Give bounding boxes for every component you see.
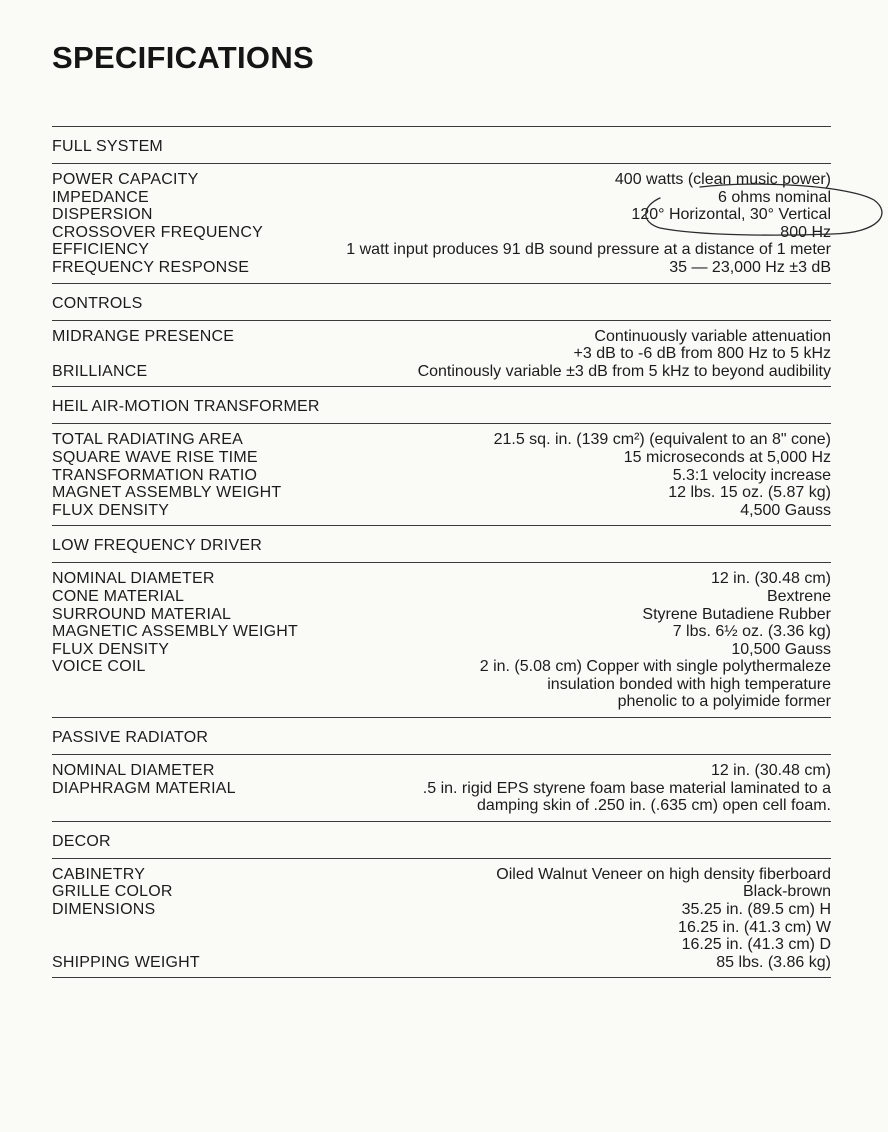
- spec-label: NOMINAL DIAMETER: [52, 570, 215, 588]
- spec-value: [215, 570, 831, 588]
- page-title: SPECIFICATIONS: [52, 40, 314, 75]
- spec-value-line: 15 microseconds at 5,000 Hz: [623, 448, 831, 466]
- spec-rows: [52, 321, 831, 387]
- spec-value: [258, 449, 831, 467]
- spec-row: [52, 780, 831, 815]
- spec-value-line: 2 in. (5.08 cm) Copper with single polythermaleze: [479, 658, 831, 676]
- spec-value-line: 35.25 in. (89.5 cm) H: [681, 901, 831, 919]
- spec-section: [52, 717, 831, 821]
- spec-value-line: 4,500 Gauss: [740, 501, 831, 519]
- spec-row: [52, 901, 831, 954]
- spec-value-line: insulation bonded with high temperature: [547, 675, 831, 693]
- spec-sections: [52, 126, 831, 978]
- spec-rows: [52, 859, 831, 978]
- spec-row: [52, 641, 831, 659]
- spec-label: DIMENSIONS: [52, 901, 156, 919]
- spec-label: SURROUND MATERIAL: [52, 605, 232, 623]
- spec-label: IMPEDANCE: [52, 188, 149, 206]
- spec-value: [145, 866, 831, 884]
- spec-row: [52, 189, 831, 207]
- spec-value: [149, 241, 831, 259]
- spec-value: [215, 762, 831, 780]
- spec-row: [52, 762, 831, 780]
- spec-value: [263, 224, 831, 242]
- section-header: LOW FREQUENCY DRIVER: [52, 526, 831, 563]
- spec-value: [243, 431, 831, 449]
- spec-value-line: 12 lbs. 15 oz. (5.87 kg): [668, 484, 831, 502]
- spec-value: [147, 363, 831, 381]
- spec-row: [52, 588, 831, 606]
- spec-value-line: Oiled Walnut Veneer on high density fiberboard: [496, 865, 831, 883]
- spec-label: CABINETRY: [52, 865, 146, 883]
- spec-rows: [52, 164, 831, 283]
- spec-value: [155, 901, 831, 954]
- spec-value-line: 10,500 Gauss: [731, 640, 831, 658]
- spec-rows: [52, 424, 831, 525]
- spec-row: [52, 606, 831, 624]
- spec-row: [52, 954, 831, 972]
- section-header: HEIL AIR-MOTION TRANSFORMER: [52, 387, 831, 424]
- spec-value-line: phenolic to a polyimide former: [617, 693, 831, 711]
- spec-value: [257, 467, 831, 485]
- spec-value-line: Black-brown: [742, 883, 831, 901]
- spec-row: [52, 883, 831, 901]
- spec-row: [52, 866, 831, 884]
- spec-label: CROSSOVER FREQUENCY: [52, 223, 263, 241]
- spec-value-line: 7 lbs. 6½ oz. (3.36 kg): [672, 623, 831, 641]
- spec-value-line: Continously variable ±3 dB from 5 kHz to beyond audibility: [417, 362, 831, 380]
- spec-section: [52, 821, 831, 979]
- spec-row: [52, 259, 831, 277]
- spec-row: [52, 171, 831, 189]
- spec-label: TRANSFORMATION RATIO: [52, 466, 258, 484]
- spec-value-line: .5 in. rigid EPS styrene foam base material laminated to a: [422, 779, 831, 797]
- spec-value: [281, 484, 831, 502]
- spec-rows: [52, 563, 831, 717]
- spec-row: [52, 224, 831, 242]
- spec-row: [52, 570, 831, 588]
- spec-value: [249, 259, 831, 277]
- spec-label: TOTAL RADIATING AREA: [52, 431, 243, 449]
- spec-value-line: 21.5 sq. in. (139 cm²) (equivalent to an 8" cone): [493, 431, 831, 449]
- section-header: CONTROLS: [52, 284, 831, 321]
- spec-value-line: 16.25 in. (41.3 cm) W: [678, 918, 831, 936]
- spec-label: VOICE COIL: [52, 658, 146, 676]
- spec-value-line: damping skin of .250 in. (.635 cm) open cell foam.: [477, 797, 831, 815]
- spec-label: SQUARE WAVE RISE TIME: [52, 448, 258, 466]
- spec-label: BRILLIANCE: [52, 362, 148, 380]
- spec-row: [52, 328, 831, 363]
- spec-label: FLUX DENSITY: [52, 501, 170, 519]
- spec-section: [52, 283, 831, 387]
- spec-value-line: 35 — 23,000 Hz ±3 dB: [669, 258, 831, 276]
- spec-label: DISPERSION: [52, 206, 153, 224]
- spec-label: MIDRANGE PRESENCE: [52, 327, 235, 345]
- spec-value: [146, 658, 831, 711]
- spec-value: [199, 171, 831, 189]
- spec-row: [52, 241, 831, 259]
- spec-value: [169, 641, 831, 659]
- spec-row: [52, 484, 831, 502]
- spec-value: [236, 780, 831, 815]
- spec-value: [173, 883, 831, 901]
- spec-value-line: 85 lbs. (3.86 kg): [716, 953, 831, 971]
- spec-value-line: 16.25 in. (41.3 cm) D: [681, 936, 831, 954]
- spec-label: NOMINAL DIAMETER: [52, 762, 215, 780]
- spec-value: [169, 502, 831, 520]
- spec-label: GRILLE COLOR: [52, 883, 173, 901]
- spec-value: [153, 206, 831, 224]
- section-header: PASSIVE RADIATOR: [52, 718, 831, 755]
- spec-value: [234, 328, 831, 363]
- spec-value-line: 1 watt input produces 91 dB sound pressure at a distance of 1 meter: [346, 241, 831, 259]
- spec-value-line: +3 dB to -6 dB from 800 Hz to 5 kHz: [573, 345, 831, 363]
- spec-value-line: Continuously variable attenuation: [594, 327, 831, 345]
- spec-label: EFFICIENCY: [52, 241, 150, 259]
- spec-value-line: 400 watts (clean music power): [614, 171, 831, 188]
- spec-row: [52, 431, 831, 449]
- spec-row: [52, 502, 831, 520]
- spec-value-line: 12 in. (30.48 cm): [710, 570, 831, 588]
- spec-section: [52, 126, 831, 283]
- spec-value-line: 800 Hz: [780, 223, 831, 241]
- spec-sheet: [52, 0, 831, 1132]
- spec-rows: [52, 755, 831, 821]
- spec-section: [52, 386, 831, 525]
- section-header: FULL SYSTEM: [52, 127, 831, 164]
- spec-value-line: 5.3:1 velocity increase: [672, 466, 831, 484]
- spec-row: [52, 363, 831, 381]
- spec-label: FREQUENCY RESPONSE: [52, 258, 250, 276]
- spec-value-line: Styrene Butadiene Rubber: [642, 605, 831, 623]
- spec-label: MAGNET ASSEMBLY WEIGHT: [52, 484, 282, 502]
- spec-label: CONE MATERIAL: [52, 587, 185, 605]
- spec-value-line: 12 in. (30.48 cm): [710, 762, 831, 780]
- spec-row: [52, 623, 831, 641]
- spec-value-line: 6 ohms nominal: [718, 188, 831, 206]
- spec-label: POWER CAPACITY: [52, 171, 199, 188]
- section-header: DECOR: [52, 822, 831, 859]
- spec-row: [52, 449, 831, 467]
- spec-value: [298, 623, 831, 641]
- spec-value-line: Bextrene: [766, 587, 831, 605]
- spec-value: [231, 606, 831, 624]
- spec-label: DIAPHRAGM MATERIAL: [52, 779, 236, 797]
- spec-row: [52, 206, 831, 224]
- spec-value-line: 120° Horizontal, 30° Vertical: [631, 206, 831, 224]
- spec-row: [52, 658, 831, 711]
- spec-value: [149, 189, 831, 207]
- spec-label: SHIPPING WEIGHT: [52, 953, 200, 971]
- spec-value: [200, 954, 831, 972]
- spec-section: [52, 525, 831, 717]
- spec-value: [184, 588, 831, 606]
- spec-row: [52, 467, 831, 485]
- spec-label: MAGNETIC ASSEMBLY WEIGHT: [52, 623, 299, 641]
- spec-label: FLUX DENSITY: [52, 640, 170, 658]
